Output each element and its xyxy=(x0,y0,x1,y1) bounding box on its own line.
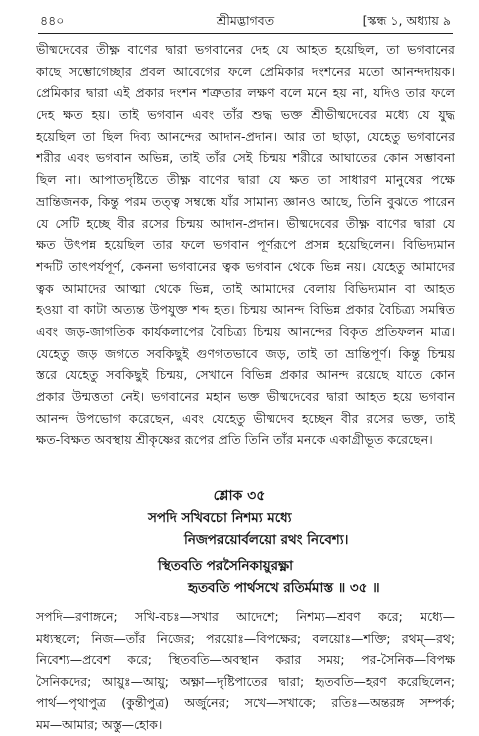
page-number: ৪৪০ xyxy=(40,13,65,28)
purport-line: যেহেতু জড় জগতে সবকিছুই গুণগতভাবে জড়, তাই তা ভ্রান্তিপূর্ণ। কিন্তু চিন্ময় xyxy=(36,345,455,361)
running-header xyxy=(40,12,451,30)
purport-line: শরীর এবং ভগবান অভিন্ন, তাই তাঁর সেই চিন্ময় শরীরে আঘাতের কোন সম্ভাবনা xyxy=(36,150,455,166)
purport-line: ভীষ্মদেবের তীক্ষ্ণ বাণের দ্বারা ভগবানের দেহ যে আহত হয়েছিল, তা ভগবানের xyxy=(36,42,455,57)
book-title: শ্রীমদ্ভাগবত xyxy=(216,13,275,28)
verse-line: স্থিতবতি পরসৈনিকায়ুরক্ষ্ণা xyxy=(158,559,294,574)
purport-line: ক্ষত উৎপন্ন হয়েছিল তার ফলে ভগবান পূর্ণরূপে প্রসন্ন হয়েছিলেন। বিভিদ্যমান xyxy=(36,237,455,253)
purport-text xyxy=(36,39,455,451)
purport-line: ভ্রান্তিজনক, কিন্তু পরম তত্ত্ব সম্বন্ধে যাঁর সামান্য জ্ঞানও আছে, তিনি বুঝতে পারেন xyxy=(36,193,455,209)
synonym-line: সপদি—রণাঙ্গনে; সখি-বচঃ—সখার আদেশে; নিশম্য—শ্রবণ করে; মধ্যে— xyxy=(36,609,455,624)
purport-line: স্তরে যেহেতু সবকিছুই চিন্ময়, সেখানে বিভিন্ন প্রকার আনন্দ রয়েছে যাতে কোন xyxy=(36,367,455,383)
synonym-line: পার্থ—পৃথাপুত্র (কুন্তীপুত্র) অর্জুনের; সখে—সখাকে; রতিঃ—অন্তরঙ্গ সম্পর্ক; xyxy=(36,695,455,711)
synonym-line: মধ্যস্থলে; নিজ—তাঁর নিজের; পরয়োঃ—বিপক্ষের; বলয়োঃ—শক্তি; রথম্—রথ; xyxy=(36,630,455,646)
verse-line: নিজপরয়োর্বলয়ো রথং নিবেশ্য। xyxy=(184,533,349,548)
purport-line: প্রেমিকার দ্বারা এই প্রকার দংশন শত্রুতার লক্ষণ বলে মনে হয় না, যদিও তার ফলে xyxy=(36,85,455,101)
verse-line: সপদি সখিবচো নিশম্য মধ্যে xyxy=(148,511,292,526)
purport-line: হয়েছিল তা ছিল দিব্য আনন্দের আদান-প্রদান। আর তা ছাড়া, যেহেতু ভগবানের xyxy=(36,128,455,144)
synonym-line: নিবেশ্য—প্রবেশ করে; স্থিতবতি—অবস্থান করার সময়; পর-সৈনিক—বিপক্ষ xyxy=(36,652,455,668)
purport-line: প্রকার উন্মত্ততা নেই। ভগবানের মহান ভক্ত ভীষ্মদেবের দ্বারা আহত হয়ে ভগবান xyxy=(36,389,455,404)
purport-line: যে সেটি হচ্ছে বীর রসের চিন্ময় আদান-প্রদান। ভীষ্মদেবের তীক্ষ্ণ বাণের দ্বারা যে xyxy=(36,215,455,231)
purport-line: আনন্দ উপভোগ করেছেন, এবং যেহেতু ভীষ্মদেব হচ্ছেন বীর রসের ভক্ত, তাই xyxy=(36,410,455,426)
purport-line: ছিল না। আপাতদৃষ্টিতে তীক্ষ্ণ বাণের দ্বারা যে ক্ষত তা সাধারণ মানুষের পক্ষে xyxy=(36,172,455,188)
purport-line: এবং জড়-জাগতিক কার্যকলাপের বৈচিত্র্য চিন্ময় আনন্দের বিকৃত প্রতিফলন মাত্র। xyxy=(36,323,455,339)
purport-line: দেহ ক্ষত হয়। তাই ভগবান এবং তাঁর শুদ্ধ ভক্ত শ্রীভীষ্মদেবের মধ্যে যে যুদ্ধ xyxy=(36,107,455,123)
purport-line: শব্দটি তাৎপর্যপূর্ণ, কেননা ভগবানের ত্বক ভগবান থেকে ভিন্ন নয়। যেহেতু আমাদের xyxy=(36,258,455,274)
header-divider xyxy=(38,33,453,34)
canto-chapter-label: [স্কন্ধ ১, অধ্যায় ৯ xyxy=(362,13,451,28)
purport-line: কাছে সম্ভোগেচ্ছার প্রবল আবেগের ফলে প্রেমিকার দংশনের মতো আনন্দদায়ক। xyxy=(36,63,455,79)
word-synonyms xyxy=(36,606,455,736)
purport-line: ক্ষত-বিক্ষত অবস্থায় শ্রীকৃষ্ণের রূপের প্রতি তিনি তাঁর মনকে একাগ্রীভূত করেছেন। xyxy=(36,432,433,448)
synonym-line: মম—আমার; অস্তু—হোক। xyxy=(36,716,163,732)
verse-line: হৃতবতি পার্থসখে রতির্মমাস্ত ॥ ৩৫ ॥ xyxy=(188,581,380,596)
synonym-line: সৈনিকদের; আয়ুঃ—আয়ু; অক্ষ্ণা—দৃষ্টিপাতের দ্বারা; হৃতবতি—হরণ করেছিলেন; xyxy=(36,673,455,689)
purport-line: হওয়া বা কাটা অত্যন্ত উপযুক্ত শব্দ হত। চিন্ময় আনন্দ বিভিন্ন প্রকার বৈচিত্র্য সমন্বিত xyxy=(36,302,455,318)
verse-heading: শ্লোক ৩৫ xyxy=(213,488,266,504)
purport-line: ত্বক আমাদের আত্মা থেকে ভিন্ন, তাই আমাদের বেলায় বিভিদ্যমান বা আহত xyxy=(36,280,455,296)
